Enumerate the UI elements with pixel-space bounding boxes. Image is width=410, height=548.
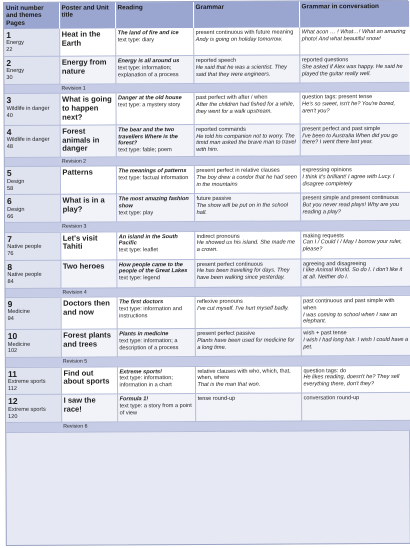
conversation-cell	[301, 365, 410, 394]
reading-text-type: text type: leaflet	[118, 247, 159, 254]
reading-title: An island in the South Pacific	[118, 233, 178, 247]
unit-page: 76	[7, 250, 14, 257]
grammar-cell	[194, 259, 300, 288]
header-poster: Poster and Unit title	[59, 2, 115, 28]
conversation-example: I was coming to school when I saw an elephant.	[303, 311, 398, 325]
grammar-cell	[193, 92, 299, 124]
conversation-cell	[299, 54, 409, 83]
table-body	[4, 27, 410, 432]
unit-title: Let's visit Tahiti	[62, 233, 98, 252]
grammar-cell	[194, 165, 300, 194]
unit-cell	[5, 167, 60, 195]
poster-cell	[60, 194, 116, 222]
unit-title: Two heroes	[62, 261, 105, 271]
poster-cell	[60, 125, 116, 158]
unit-number: 10	[7, 331, 18, 342]
unit-title: Forest animals in danger	[62, 126, 100, 154]
reading-title: The land of fire and ice	[117, 30, 179, 37]
unit-title: What is going to happen next?	[61, 94, 112, 122]
unit-cell	[5, 125, 60, 158]
table-row	[6, 328, 410, 358]
conversation-example: Can I / Could I / May I borrow your ruler, please?	[302, 239, 402, 253]
unit-title: Doctors then and now	[63, 298, 110, 317]
grammar-point: future passive	[196, 196, 232, 203]
revision-spacer	[4, 84, 59, 94]
poster-cell	[59, 93, 115, 125]
grammar-example: He told his companion not to worry. The timid man asked the brave man to travel with him.	[196, 133, 296, 154]
reading-text-type: text type: a story from a point of view	[119, 403, 192, 417]
unit-number: 9	[7, 298, 13, 309]
grammar-point: reported speech	[195, 57, 237, 65]
unit-title: What is in a play?	[62, 195, 105, 214]
grammar-example: After the children had fished for a while, they went for a walk upstream.	[196, 101, 295, 115]
reading-cell	[115, 28, 193, 56]
unit-number: 11	[7, 368, 17, 379]
unit-page: 84	[7, 278, 14, 285]
conversation-example: I think it's brilliant! I agree with Lucy. I disagree completely	[302, 174, 395, 188]
poster-cell	[61, 297, 117, 330]
unit-page: 66	[7, 213, 14, 220]
reading-cell	[116, 194, 194, 222]
unit-cell	[5, 260, 60, 288]
reading-title: Energy is all around us	[117, 58, 180, 65]
header-reading: Reading	[115, 2, 193, 28]
unit-title: Patterns	[62, 167, 93, 178]
poster-cell	[60, 260, 116, 288]
conversation-example: He's so sweet, isn't he? You're bored, aren't you?	[302, 101, 396, 115]
unit-number: 4	[6, 126, 12, 137]
unit-page: 48	[6, 143, 14, 150]
revision-spacer	[6, 423, 61, 433]
reading-text-type: text type: factual information	[118, 175, 189, 182]
conversation-cell	[300, 165, 410, 194]
poster-cell	[59, 28, 115, 56]
grammar-example: He said that he was a scientist. They said that they were engineers.	[195, 64, 287, 78]
conversation-cell	[300, 193, 410, 222]
unit-theme: Native people	[7, 271, 42, 278]
unit-page: 112	[8, 385, 17, 392]
conversation-point: wish + past tense	[303, 330, 347, 337]
grammar-point: relative clauses with who, which, that, when, where	[197, 368, 291, 382]
syllabus-page	[3, 0, 410, 546]
conversation-point: reported questions	[301, 57, 349, 64]
unit-theme: Wildlife in danger	[6, 105, 50, 112]
unit-page: 94	[7, 316, 14, 323]
revision-label: Revision 5	[61, 356, 410, 367]
conversation-point: present simple and present continuous	[302, 195, 399, 202]
table-row	[5, 123, 410, 157]
conversation-example: I wish I had long hair. I wish I could have a pet.	[303, 336, 409, 351]
grammar-cell	[194, 231, 300, 260]
conversation-point: making requests	[302, 232, 344, 240]
revision-spacer	[5, 223, 60, 233]
unit-page: 102	[7, 348, 18, 355]
reading-text-type: text type: fable; poem	[118, 147, 172, 154]
reading-title: The first doctors	[119, 299, 164, 306]
revision-spacer	[5, 157, 60, 167]
unit-title: I saw the race!	[63, 396, 96, 414]
unit-theme: Design	[7, 206, 25, 213]
reading-text-type: text type: diary	[117, 37, 155, 44]
unit-page: 30	[6, 75, 13, 82]
grammar-example: Andy is going on holiday tomorrow.	[195, 36, 283, 43]
reading-title: Formula 1!	[119, 396, 149, 403]
unit-title: Heat in the Earth	[61, 29, 101, 48]
grammar-cell	[195, 365, 301, 394]
table-row	[5, 193, 410, 223]
table-row	[6, 295, 410, 329]
reading-text-type: text type: a mystery story	[118, 102, 181, 109]
unit-cell	[5, 232, 60, 260]
poster-cell	[61, 329, 117, 357]
unit-theme: Extreme sports	[7, 378, 46, 385]
grammar-cell	[193, 28, 299, 56]
unit-number: 5	[6, 168, 12, 179]
conversation-example: She asked if Alex was happy. He said he played the guitar really well.	[301, 63, 403, 78]
grammar-example: That is the man that won.	[197, 381, 261, 389]
unit-theme: Extreme sports	[8, 406, 46, 413]
reading-cell	[117, 329, 195, 357]
grammar-point: indirect pronouns	[196, 233, 240, 240]
grammar-cell	[195, 328, 301, 357]
table-row	[4, 92, 409, 126]
reading-title: Plants in medicine	[119, 331, 169, 338]
header-row	[4, 1, 409, 29]
table-row	[6, 393, 410, 423]
unit-number: 3	[6, 95, 12, 106]
grammar-example: The boy drew a condor that he had seen in the mountains	[196, 174, 297, 189]
conversation-point: past continuous and past simple with when	[303, 297, 395, 312]
unit-cell	[5, 195, 60, 223]
revision-row	[6, 421, 410, 432]
unit-title: Energy from nature	[61, 57, 107, 76]
unit-theme: Medicine	[7, 341, 31, 348]
grammar-point: past perfect with after / when	[195, 94, 268, 102]
unit-number: 1	[6, 30, 11, 41]
table-row	[6, 365, 410, 395]
conversation-cell	[300, 230, 410, 259]
grammar-cell	[195, 393, 301, 422]
conversation-example: I've been to Australia When did you go there? I went there last year.	[302, 132, 398, 146]
grammar-point: present continuous with future meaning	[195, 29, 294, 37]
header-grammar: Grammar	[193, 1, 299, 28]
reading-text-type: text type: information; information in a chart	[119, 375, 173, 389]
grammar-point: reflexive pronouns	[197, 298, 243, 305]
conversation-point: question tags: do	[303, 367, 347, 374]
reading-text-type: text type: play	[118, 210, 154, 217]
table-row	[5, 230, 410, 260]
reading-title: The most amazing fashion show	[118, 196, 189, 210]
conversation-example: What acon … ! What…! What an amazing photo! And what beautiful snow!	[301, 28, 406, 43]
revision-spacer	[5, 288, 60, 298]
grammar-example: I've cut myself. I've hurt myself badly.	[197, 305, 289, 312]
unit-cell	[4, 29, 59, 57]
reading-cell	[116, 231, 194, 259]
header-unit: Unit number and themes Pages	[4, 3, 59, 29]
unit-cell	[6, 297, 61, 330]
unit-number: 7	[7, 233, 12, 244]
conversation-cell	[301, 328, 410, 357]
table-row	[4, 27, 409, 57]
unit-page: 58	[6, 185, 14, 192]
unit-theme: Wildlife in danger	[6, 136, 50, 144]
poster-cell	[61, 366, 117, 394]
table-row	[5, 165, 410, 195]
poster-cell	[60, 232, 116, 260]
reading-cell	[116, 259, 194, 287]
grammar-point: present perfect in relative clauses	[196, 167, 280, 175]
unit-cell	[6, 395, 61, 423]
reading-title: Danger at the old house	[117, 95, 182, 102]
conversation-point: expressing opinions	[302, 167, 352, 174]
unit-theme: Energy	[6, 68, 25, 75]
unit-number: 12	[8, 396, 18, 407]
reading-title: The meanings of patterns	[118, 168, 187, 175]
reading-cell	[116, 166, 194, 194]
conversation-point: conversation round-up	[303, 395, 360, 402]
conversation-cell	[300, 258, 410, 287]
poster-cell	[59, 56, 115, 84]
grammar-point: tense round-up	[197, 396, 236, 403]
conversation-example: He likes reading, doesn't he? They sell everything there, don't they?	[303, 374, 400, 388]
reading-title: How people came to the people of the Great Lakes	[118, 261, 188, 275]
revision-label: Revision 2	[60, 155, 410, 166]
grammar-cell	[193, 55, 299, 84]
revision-label: Revision 3	[60, 221, 410, 232]
grammar-example: He showed us his island. She made me a crown.	[196, 239, 296, 254]
unit-page: 40	[6, 112, 13, 119]
unit-theme: Energy	[6, 40, 24, 47]
reading-cell	[117, 394, 195, 422]
conversation-cell	[299, 27, 409, 55]
revision-label: Revision 4	[60, 286, 410, 297]
revision-label: Revision 6	[61, 421, 410, 432]
conversation-cell	[301, 393, 410, 422]
unit-number: 8	[7, 261, 13, 272]
table-row	[4, 54, 409, 84]
reading-text-type: text type: information; explanation of a process	[117, 64, 179, 79]
unit-page: 22	[6, 47, 13, 54]
syllabus-table	[4, 1, 410, 433]
table-row	[5, 258, 410, 288]
grammar-cell	[194, 193, 300, 222]
conversation-cell	[301, 295, 410, 328]
poster-cell	[61, 394, 117, 422]
unit-cell	[6, 367, 61, 395]
grammar-example: Plants have been used for medicine for a long time.	[197, 337, 295, 351]
conversation-point: question tags: present tense	[301, 94, 373, 101]
reading-text-type: text type: information; a description of a process	[119, 338, 179, 352]
revision-label: Revision 1	[59, 82, 409, 93]
unit-page: 120	[8, 413, 18, 420]
unit-theme: Design	[6, 178, 25, 185]
unit-number: 2	[6, 58, 12, 69]
unit-theme: Native people	[7, 243, 42, 250]
conversation-example: I like Animal World. So do I. I don't like it at all. Neither do I.	[302, 267, 403, 281]
grammar-cell	[195, 296, 301, 329]
reading-text-type: text type: legend	[118, 275, 161, 282]
conversation-cell	[300, 123, 410, 156]
conversation-cell	[299, 92, 409, 124]
reading-cell	[115, 93, 193, 125]
unit-title: Forest plants and trees	[63, 330, 111, 349]
poster-cell	[60, 166, 116, 194]
unit-cell	[4, 56, 59, 84]
reading-title: Extreme sports!	[119, 368, 163, 375]
conversation-point: agreeing and disagreeing	[302, 260, 367, 268]
header-conversation: Grammar in conversation	[299, 1, 409, 28]
unit-cell	[4, 94, 59, 126]
unit-number: 6	[7, 196, 12, 207]
reading-title: The bear and the two travellers Where is the forest?	[118, 126, 178, 147]
conversation-example: But you never read plays! Why are you reading a play?	[302, 202, 399, 216]
reading-cell	[117, 296, 195, 329]
unit-title: Find out about sports	[63, 368, 110, 387]
reading-cell	[116, 124, 194, 157]
grammar-point: present perfect continuous	[196, 261, 263, 268]
unit-theme: Medicine	[7, 309, 31, 316]
reading-cell	[115, 56, 193, 84]
reading-cell	[117, 366, 195, 394]
grammar-example: The show will be put on in the school hall.	[196, 202, 289, 216]
conversation-point: present perfect and past simple	[302, 125, 381, 133]
reading-text-type: text type: information and instructions	[119, 305, 182, 319]
grammar-point: present perfect passive	[197, 330, 256, 338]
grammar-point: reported commands	[196, 126, 246, 133]
revision-spacer	[6, 357, 61, 367]
unit-cell	[6, 329, 61, 357]
grammar-example: He has been travelling for days. They have been walking since yesterday.	[196, 267, 290, 282]
grammar-cell	[194, 124, 300, 157]
